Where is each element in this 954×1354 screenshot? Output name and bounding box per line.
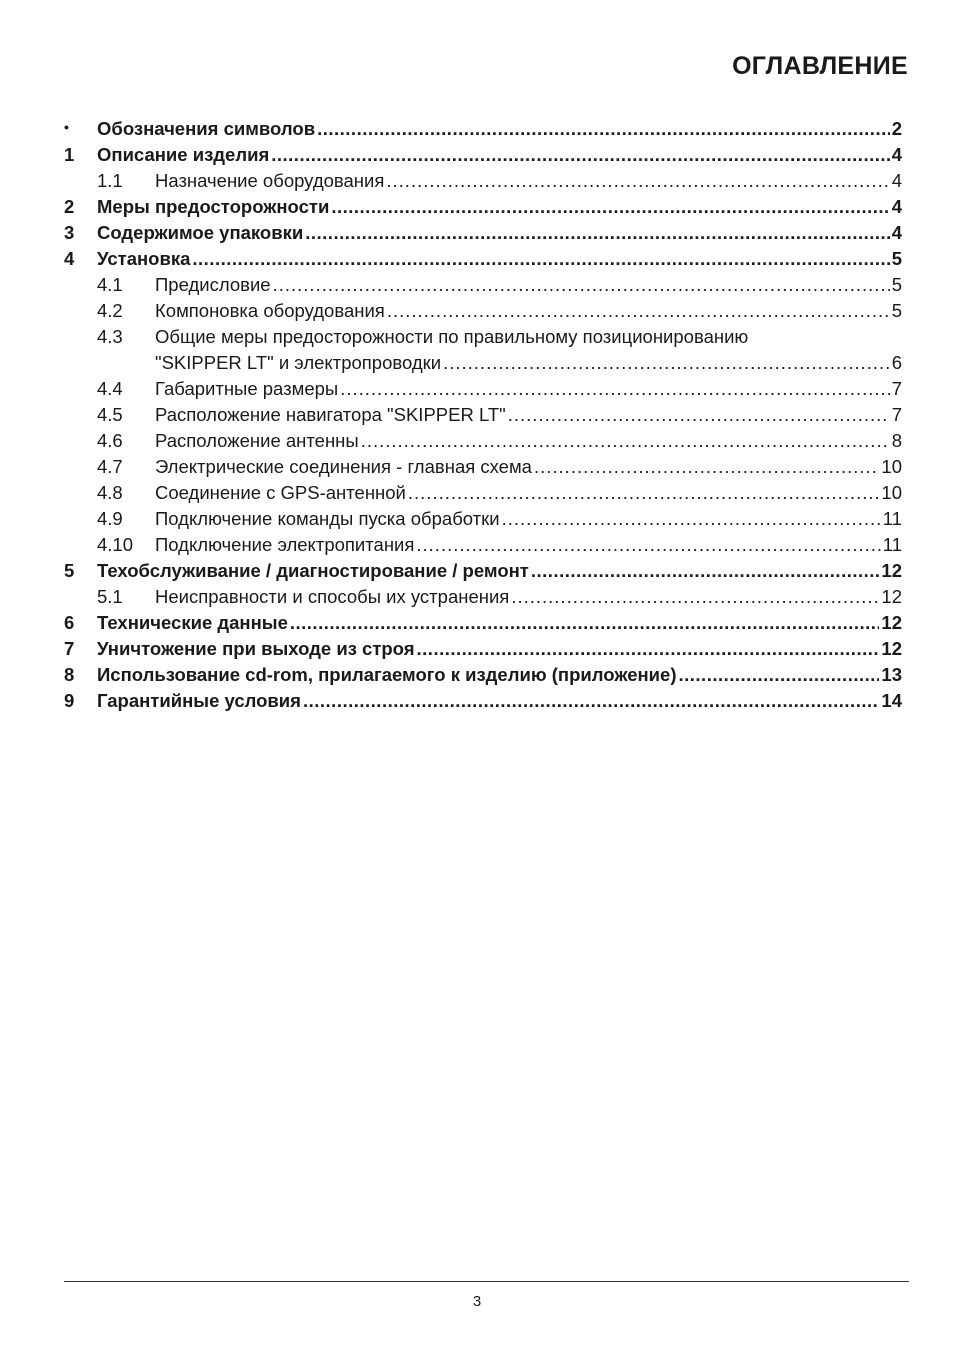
- toc-entry-title: Обозначения символов: [97, 118, 316, 139]
- toc-entry[interactable]: [64, 664, 902, 690]
- toc-subentry[interactable]: [64, 170, 902, 196]
- bullet-icon: •: [64, 119, 69, 135]
- toc-entry[interactable]: [64, 196, 902, 222]
- dot-leader: [317, 118, 890, 140]
- toc-entry-page: 7: [891, 404, 902, 425]
- dot-leader: [531, 560, 880, 582]
- toc-entry-page: 5: [891, 248, 902, 269]
- toc-entry-page: 8: [891, 430, 902, 451]
- toc-entry-title: Описание изделия: [97, 144, 270, 165]
- toc-entry-number: 1: [64, 144, 75, 165]
- toc-entry[interactable]: [64, 144, 902, 170]
- toc-entry-title: Расположение антенны: [155, 430, 359, 451]
- toc-subentry[interactable]: [64, 404, 902, 430]
- dot-leader: [511, 586, 879, 608]
- toc-entry-title: Подключение команды пуска обработки: [155, 508, 500, 529]
- toc-entry-number: 4.4: [97, 378, 123, 399]
- toc-subentry[interactable]: [64, 482, 902, 508]
- toc-entry-page: 5: [891, 300, 902, 321]
- page-title: ОГЛАВЛЕНИЕ: [732, 52, 908, 80]
- toc-entry-page: 10: [881, 456, 902, 477]
- toc-entry-page: 5: [891, 274, 902, 295]
- toc-entry-page: 12: [881, 586, 902, 607]
- toc-entry[interactable]: [64, 612, 902, 638]
- toc-entry-title: Установка: [97, 248, 191, 269]
- toc-entry-number: 4.5: [97, 404, 123, 425]
- toc-subentry-continuation[interactable]: [64, 352, 902, 378]
- toc-subentry[interactable]: [64, 326, 902, 352]
- dot-leader: [386, 170, 889, 192]
- toc-entry-number: 4.6: [97, 430, 123, 451]
- toc-entry-title: Соединение с GPS-антенной: [155, 482, 406, 503]
- toc-entry-page: 4: [891, 170, 902, 191]
- toc-entry[interactable]: [64, 248, 902, 274]
- toc-entry-number: 5: [64, 560, 75, 581]
- toc-entry-page: 12: [881, 560, 902, 581]
- toc-entry-title: Содержимое упаковки: [97, 222, 304, 243]
- dot-leader: [534, 456, 879, 478]
- dot-leader: [271, 144, 889, 166]
- dot-leader: [416, 534, 880, 556]
- toc-entry-title-continued: "SKIPPER LT" и электропроводки: [155, 352, 442, 373]
- toc-entry-page: 6: [891, 352, 902, 373]
- toc-entry[interactable]: [64, 638, 902, 664]
- toc-entry-number: 7: [64, 638, 75, 659]
- toc-entry-page: 13: [881, 664, 902, 685]
- dot-leader: [290, 612, 880, 634]
- toc-entry-page: 4: [891, 196, 902, 217]
- toc-entry-page: 2: [891, 118, 902, 139]
- toc-entry-page: 11: [882, 534, 902, 555]
- toc-entry-number: 4.9: [97, 508, 123, 529]
- dot-leader: [408, 482, 880, 504]
- toc-entry-title: Технические данные: [97, 612, 288, 633]
- toc-entry-number: 3: [64, 222, 75, 243]
- dot-leader: [679, 664, 880, 686]
- toc-entry-number: [64, 118, 97, 140]
- toc-entry-title: Габаритные размеры: [155, 378, 339, 399]
- dot-leader: [502, 508, 881, 530]
- dot-leader: [417, 638, 880, 660]
- toc-entry-number: 4.10: [97, 534, 134, 555]
- toc-entry-number: 5.1: [97, 586, 123, 607]
- toc-subentry[interactable]: [64, 508, 902, 534]
- toc-entry-page: 10: [881, 482, 902, 503]
- toc-entry-page: 4: [891, 222, 902, 243]
- toc-entry-page: 12: [881, 612, 902, 633]
- dot-leader: [361, 430, 890, 452]
- toc-subentry[interactable]: [64, 456, 902, 482]
- toc-subentry[interactable]: [64, 430, 902, 456]
- toc-entry-title: Подключение электропитания: [155, 534, 415, 555]
- toc-subentry[interactable]: [64, 274, 902, 300]
- toc-subentry[interactable]: [64, 534, 902, 560]
- toc-subentry[interactable]: [64, 586, 902, 612]
- footer-divider: [64, 1281, 909, 1282]
- toc-subentry[interactable]: [64, 378, 902, 404]
- toc-entry-page: 11: [882, 508, 902, 529]
- toc-entry-page: 14: [881, 690, 902, 711]
- dot-leader: [192, 248, 889, 270]
- toc-entry-title: Назначение оборудования: [155, 170, 385, 191]
- dot-leader: [443, 352, 890, 374]
- toc-entry-number: 6: [64, 612, 75, 633]
- toc-entry-title: Использование cd-rom, прилагаемого к изделию (приложение): [97, 664, 677, 685]
- toc-entry-title: Гарантийные условия: [97, 690, 301, 711]
- toc-entry-page: 12: [881, 638, 902, 659]
- toc-entry-title: Предисловие: [155, 274, 271, 295]
- toc-entry-page: 4: [891, 144, 902, 165]
- toc-entry-title: Неисправности и способы их устранения: [155, 586, 510, 607]
- toc-entry-number: 1.1: [97, 170, 123, 191]
- toc-entry-number: 9: [64, 690, 75, 711]
- dot-leader: [340, 378, 889, 400]
- table-of-contents: [64, 118, 902, 716]
- toc-entry[interactable]: [64, 560, 902, 586]
- toc-entry-title: Меры предосторожности: [97, 196, 330, 217]
- toc-entry-number: 4.7: [97, 456, 123, 477]
- toc-entry-number: 4.3: [97, 326, 123, 347]
- dot-leader: [387, 300, 890, 322]
- toc-entry-number: 4.1: [97, 274, 123, 295]
- toc-entry-number: 8: [64, 664, 75, 685]
- toc-entry-title: Электрические соединения - главная схема: [155, 456, 532, 477]
- toc-entry-title: Расположение навигатора "SKIPPER LT": [155, 404, 506, 425]
- toc-entry-number: 4.8: [97, 482, 123, 503]
- toc-entry[interactable]: [64, 690, 902, 716]
- toc-entry-title: Компоновка оборудования: [155, 300, 385, 321]
- toc-subentry[interactable]: [64, 300, 902, 326]
- toc-entry-page: 7: [891, 378, 902, 399]
- toc-entry-title: Уничтожение при выходе из строя: [97, 638, 415, 659]
- toc-entry[interactable]: [64, 118, 902, 144]
- dot-leader: [331, 196, 889, 218]
- dot-leader: [305, 222, 889, 244]
- toc-entry[interactable]: [64, 222, 902, 248]
- dot-leader: [508, 404, 890, 426]
- toc-entry-title: Общие меры предосторожности по правильному позиционированию: [155, 326, 749, 347]
- dot-leader: [303, 690, 879, 712]
- dot-leader: [273, 274, 890, 296]
- toc-entry-number: 4: [64, 248, 75, 269]
- footer-page-number: 3: [472, 1293, 482, 1310]
- toc-entry-number: 4.2: [97, 300, 123, 321]
- toc-entry-title: Техобслуживание / диагностирование / ремонт: [97, 560, 529, 581]
- toc-entry-number: 2: [64, 196, 75, 217]
